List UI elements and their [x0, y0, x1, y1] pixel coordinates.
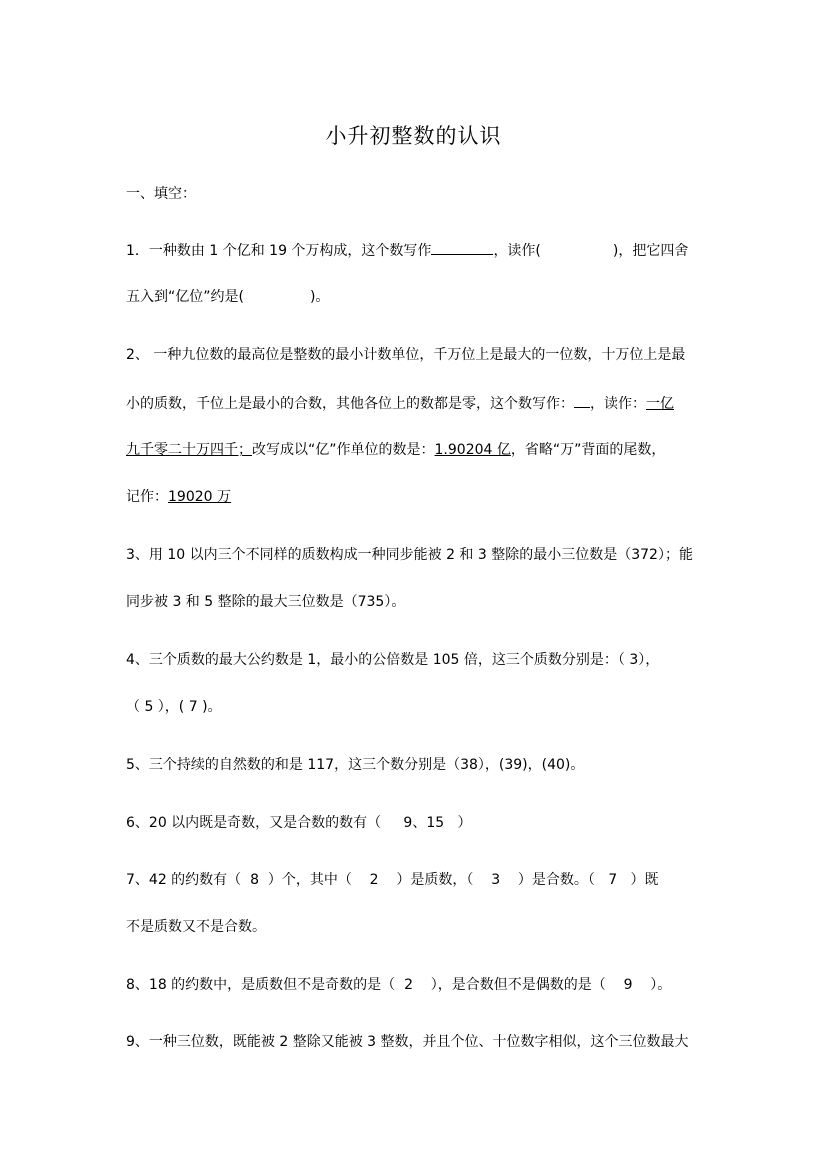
q2-reading-answer-cont: 九千零二十万四千；: [126, 442, 252, 458]
q2-answer-blank[interactable]: [574, 393, 590, 408]
question-1-line-1: [126, 240, 688, 261]
q2-text-d: ，省略“万”背面的尾数，: [510, 442, 666, 458]
question-7-line-2: 不是质数又不是合数。: [126, 919, 266, 935]
question-3-line-2: 同步被 3 和 5 整除的最大三位数是（735）。: [126, 594, 406, 610]
q1-text-b: ，读作(: [493, 243, 541, 259]
question-2-line-4: [126, 487, 231, 507]
question-4-line-1: 4、三个质数的最大公约数是 1，最小的公倍数是 105 倍，这三个质数分别是：（ 3），: [126, 652, 660, 668]
question-2-line-2: [126, 393, 674, 414]
q2-text-c: 改写成以“亿”作单位的数是：: [252, 442, 435, 458]
question-2-line-3: [126, 440, 665, 460]
q2-text-e: 记作：: [126, 489, 168, 505]
question-2-line-1: 2、 一种九位数的最高位是整数的最小计数单位，千万位上是最大的一位数，十万位上是最: [126, 347, 686, 363]
q1-text-d: 五入到“亿位”约是(: [126, 289, 244, 305]
question-6: 6、20 以内既是奇数，又是合数的数有（ 9、15 ）: [126, 815, 472, 831]
q1-answer-blank[interactable]: [431, 240, 493, 255]
q2-text-b: ，读作：: [590, 396, 646, 412]
q2-yi-answer: 1.90204 亿: [434, 442, 511, 458]
question-1-line-2: [126, 287, 329, 307]
q2-text-a: 小的质数，千位上是最小的合数，其他各位上的数都是零，这个数写作：: [126, 396, 574, 412]
question-4-line-2: （ 5 ），( 7 )。: [126, 699, 222, 715]
page-title: 小升初整数的认识: [325, 124, 502, 148]
question-5: 5、三个持续的自然数的和是 117，这三个数分别是（38），(39)，(40)。: [126, 757, 585, 773]
q1-text-c: )，把它四舍: [612, 243, 689, 259]
q1-text-a: 1．一种数由 1 个亿和 19 个万构成，这个数写作: [126, 243, 432, 259]
question-9: 9、一种三位数，既能被 2 整除又能被 3 整数，并且个位、十位数字相似，这个三位数最大: [126, 1034, 689, 1050]
question-3-line-1: 3、用 10 以内三个不同样的质数构成一种同步能被 2 和 3 整除的最小三位数是（372）；能: [126, 547, 693, 563]
q1-text-e: )。: [309, 289, 330, 305]
section-heading: 一、填空：: [126, 186, 196, 202]
q2-wan-answer: 19020 万: [168, 489, 231, 505]
q2-reading-answer: 一亿: [646, 396, 674, 412]
question-7-line-1: 7、42 的约数有（ 8 ）个，其中（ 2 ）是质数，（ 3 ）是合数。（ 7 ）既: [126, 872, 659, 888]
question-8: 8、18 的约数中，是质数但不是奇数的是（ 2 ），是合数但不是偶数的是（ 9 ）。: [126, 977, 672, 993]
